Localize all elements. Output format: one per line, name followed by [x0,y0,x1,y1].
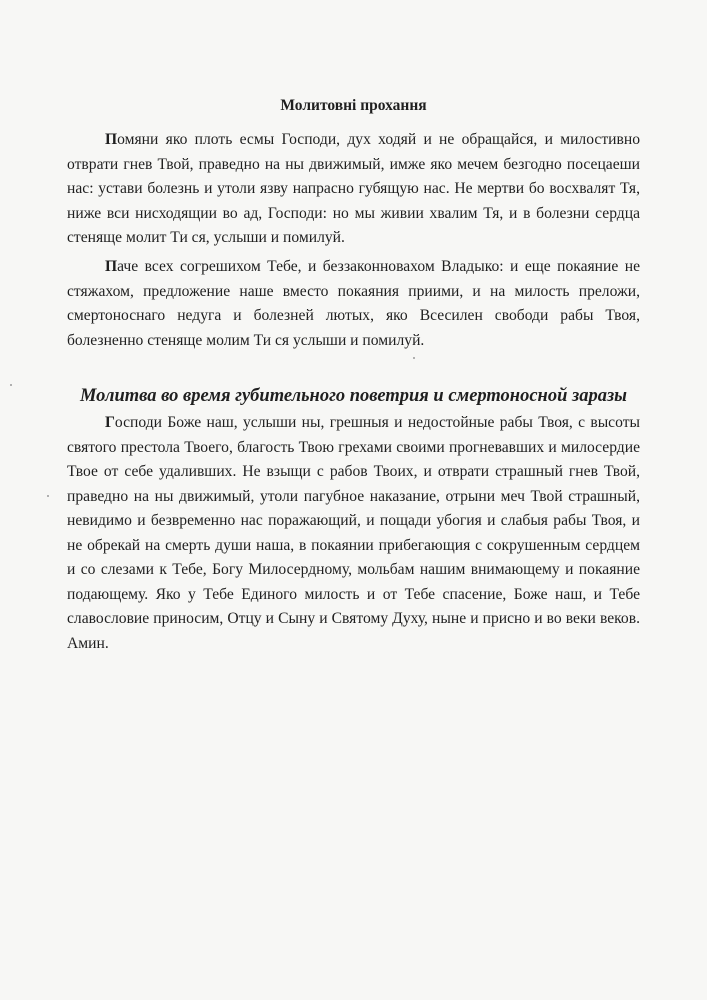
scan-speck [47,495,49,497]
paragraph-1-text: омяни яко плоть есмы Господи, дух ходяй и не обращайся, и милостивно отврати гнев Твой, праведно на ны движимый, имже яко мечем безгодно посецаеши нас: устави болезнь и утоли язву напрасно губящую нас. Не мертви бо восхвалят Тя, ниже вси нисходящии во ад, Господи: но мы живии хвалим Тя, и в болезни сердца стеняще молит Ти ся, услыши и помилуй. [67,131,640,246]
paragraph-2 [67,255,640,353]
scan-speck [413,357,415,359]
paragraph-1-initial: П [105,131,118,148]
scan-speck [10,384,12,386]
prayer-title: Молитва во время губительного поветрия и смертоносной заразы [79,386,627,406]
prayer-paragraph-initial: Г [105,414,115,431]
section-title: Молитовні прохання [280,97,427,114]
paragraph-2-text: аче всех согрешихом Тебе, и беззаконновахом Владыко: и еще покаяние не стяжахом, предложение наше вместо покаяния приими, и на милость преложи, смертоноснаго недуга и болезней лютых, яко Всесилен свободи рабы Твоя, болезненно стеняще молим Ти ся услыши и помилуй. [67,258,640,349]
prayer-paragraph [67,411,640,656]
prayer-paragraph-text: осподи Боже наш, услыши ны, грешныя и недостойные рабы Твоя, с высоты святого престола Твоего, благость Твою грехами своими прогневавших и милосердие Твое от себе удаливших. Не взыщи с рабов Твоих, и отврати страшный гнев Твой, праведно на ны движимый, утоли пагубное наказание, отрыни меч Твой страшный, невидимо и безвременно нас поражающий, и пощади убогия и слабыя рабы Твоя, и не обрекай на смерть души наша, в покаянии прибегающия с сокрушенным сердцем и со слезами к Тебе, Богу Милосердному, мольбам нашим внимающему и покаяние подающему. Яко у Тебе Единого милость и от Тебе спасение, Боже наш, и Тебе славословие приносим, Отцу и Сыну и Святому Духу, ныне и присно и во веки веков. Амин. [67,414,640,652]
paragraph-2-initial: П [105,258,118,275]
paragraph-1 [67,128,640,251]
